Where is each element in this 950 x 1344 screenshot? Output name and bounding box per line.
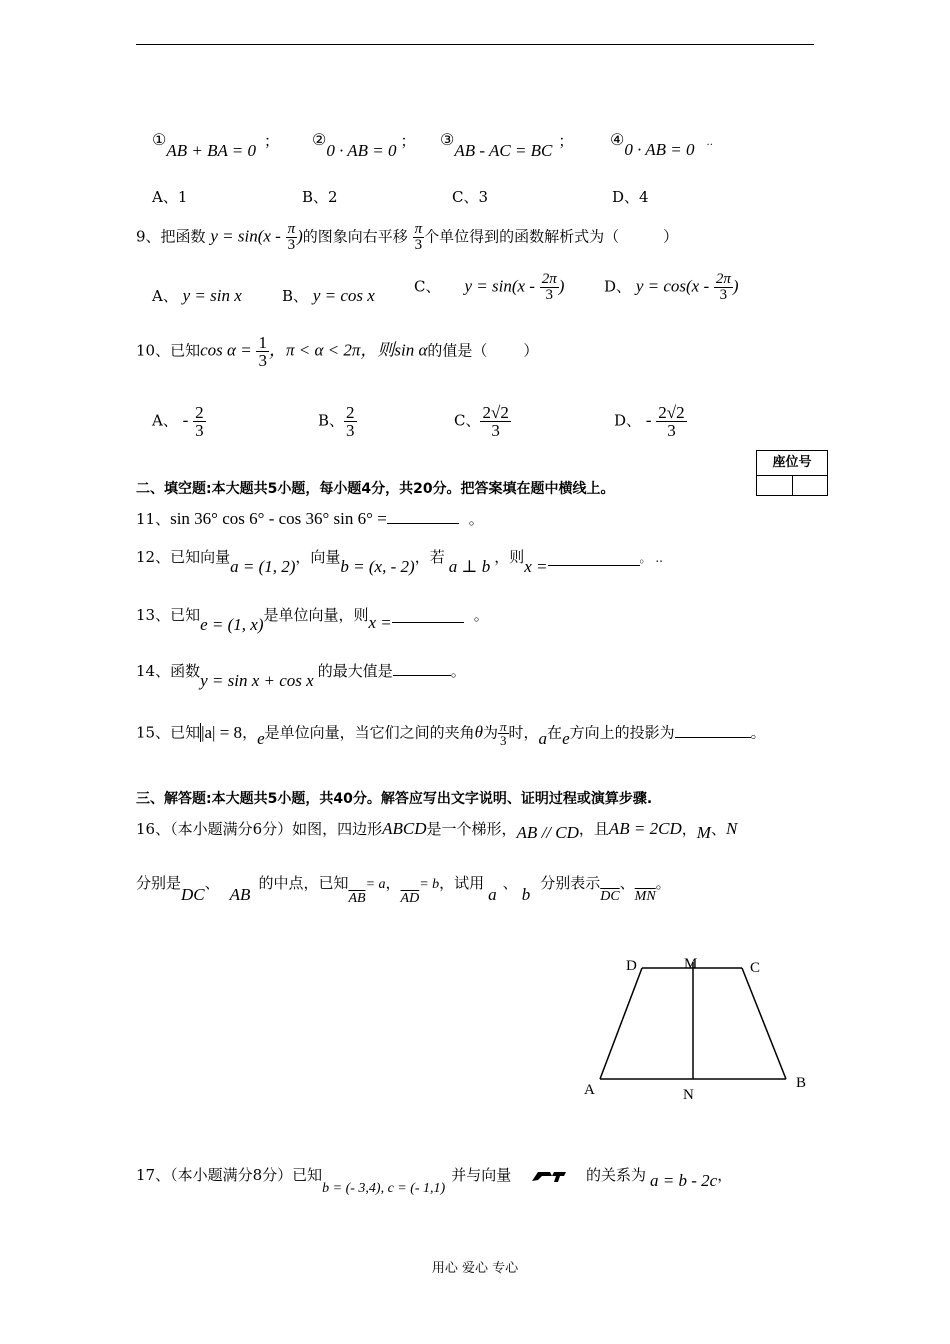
q11: 11、sin 36° cos 6° - cos 36° sin 6° = 。 [136, 509, 484, 528]
seat-number-label: 座位号 [757, 451, 827, 476]
q15-answer-blank[interactable] [675, 723, 751, 738]
trapezoid-figure [576, 952, 816, 1108]
edge-bc [742, 968, 786, 1079]
q14: 14、函数y = sin x + cos x 的最大值是 。 [136, 662, 466, 690]
q8-option-c: C、3 [452, 188, 489, 206]
edge-ad [600, 968, 642, 1079]
q10-option-b: B、 $\frac{2}{3}$ [318, 403, 355, 440]
q9-stem: 9、把函数 y = sin(x - $\frac{\pi}{3}$ )的图象向右平移 $\frac{\pi}{3}$ 个单位得到的函数解析式为（ ） [136, 221, 679, 253]
q9-option-a: A、 y = sin x [152, 286, 242, 305]
q10-stem: 10、已知cos α = $\frac{1}{3}$ ，π < α < 2π，则sin α的值是（ ） [136, 333, 539, 370]
label-b: B [796, 1075, 807, 1091]
q13: 13、已知e = (1, x)是单位向量，则x = 。 [136, 606, 489, 634]
q9-option-b: B、 y = cos x [282, 286, 375, 305]
q8-statement-3: ③AB - AC = BC ； [440, 130, 574, 160]
seat-number-cell-2[interactable] [793, 475, 828, 495]
label-n: N [683, 1087, 694, 1103]
q12-answer-blank[interactable] [548, 551, 640, 566]
q10-option-d: D、 - $\frac{2√2}{3}$ [614, 403, 685, 440]
q10-option-a: A、 - $\frac{2}{3}$ [152, 403, 204, 440]
q17: 17、（本小题满分8分）已知b = (- 3,4), c = (- 1,1)并与向量 的关系为 a = b - 2c， [136, 1166, 733, 1196]
label-m: M [684, 956, 698, 972]
seat-number-cell-1[interactable] [757, 475, 793, 495]
q9-option-c: C、 y = sin(x - $\frac{2\pi}{3}$ ) [414, 271, 565, 303]
label-d: D [626, 958, 637, 974]
q15: 15、已知|a| = 8，e是单位向量，当它们之间的夹角θ为 $\frac{\pi}{3}$ 时，a在e方向上的投影为 。 [136, 719, 766, 748]
q8-option-b: B、2 [302, 188, 338, 206]
page-footer: 用心 爱心 专心 [431, 1261, 519, 1276]
q9-option-d: D、 y = cos(x - $\frac{2\pi}{3}$ ) [604, 271, 739, 303]
garbled-formula-image [528, 1168, 572, 1184]
q16-line-1: 16、（本小题满分6分）如图，四边形ABCD是一个梯形，AB // CD，且AB = 2CD，M、N [136, 819, 738, 842]
q8-option-a: A、1 [152, 188, 188, 206]
q8-option-d: D、4 [612, 188, 649, 206]
q8-statement-4: ④0 · AB = 0 .. [610, 130, 713, 159]
q12: 12、已知向量a = (1, 2)，向量b = (x, - 2)，若 a ⊥ b ，则x = 。 .. [136, 548, 663, 576]
q11-answer-blank[interactable] [387, 509, 459, 524]
label-c: C [750, 960, 761, 976]
section-2-heading: 二、填空题:本大题共5小题，每小题4分，共20分。把答案填在题中横线上。 [136, 481, 615, 497]
q8-statement-1: ①AB + BA = 0 ； [152, 130, 280, 160]
header-rule [136, 44, 814, 45]
q13-answer-blank[interactable] [392, 608, 464, 623]
q8-statement-2: ②0 · AB = 0 ； [312, 130, 416, 160]
section-3-heading: 三、解答题:本大题共5小题，共40分。解答应写出文字说明、证明过程或演算步骤. [136, 791, 653, 807]
q16-line-2: 分别是DC、AB的中点，已知$\overline{AB}= a$，$\overline{AD}= b$，试用a、b分别表示$\overline{DC}$、$\overline{MN}$。 [136, 874, 671, 906]
q10-option-c: C、 $\frac{2√2}{3}$ [454, 403, 509, 440]
q14-answer-blank[interactable] [393, 661, 451, 676]
seat-number-box [756, 450, 828, 496]
label-a: A [584, 1082, 595, 1098]
